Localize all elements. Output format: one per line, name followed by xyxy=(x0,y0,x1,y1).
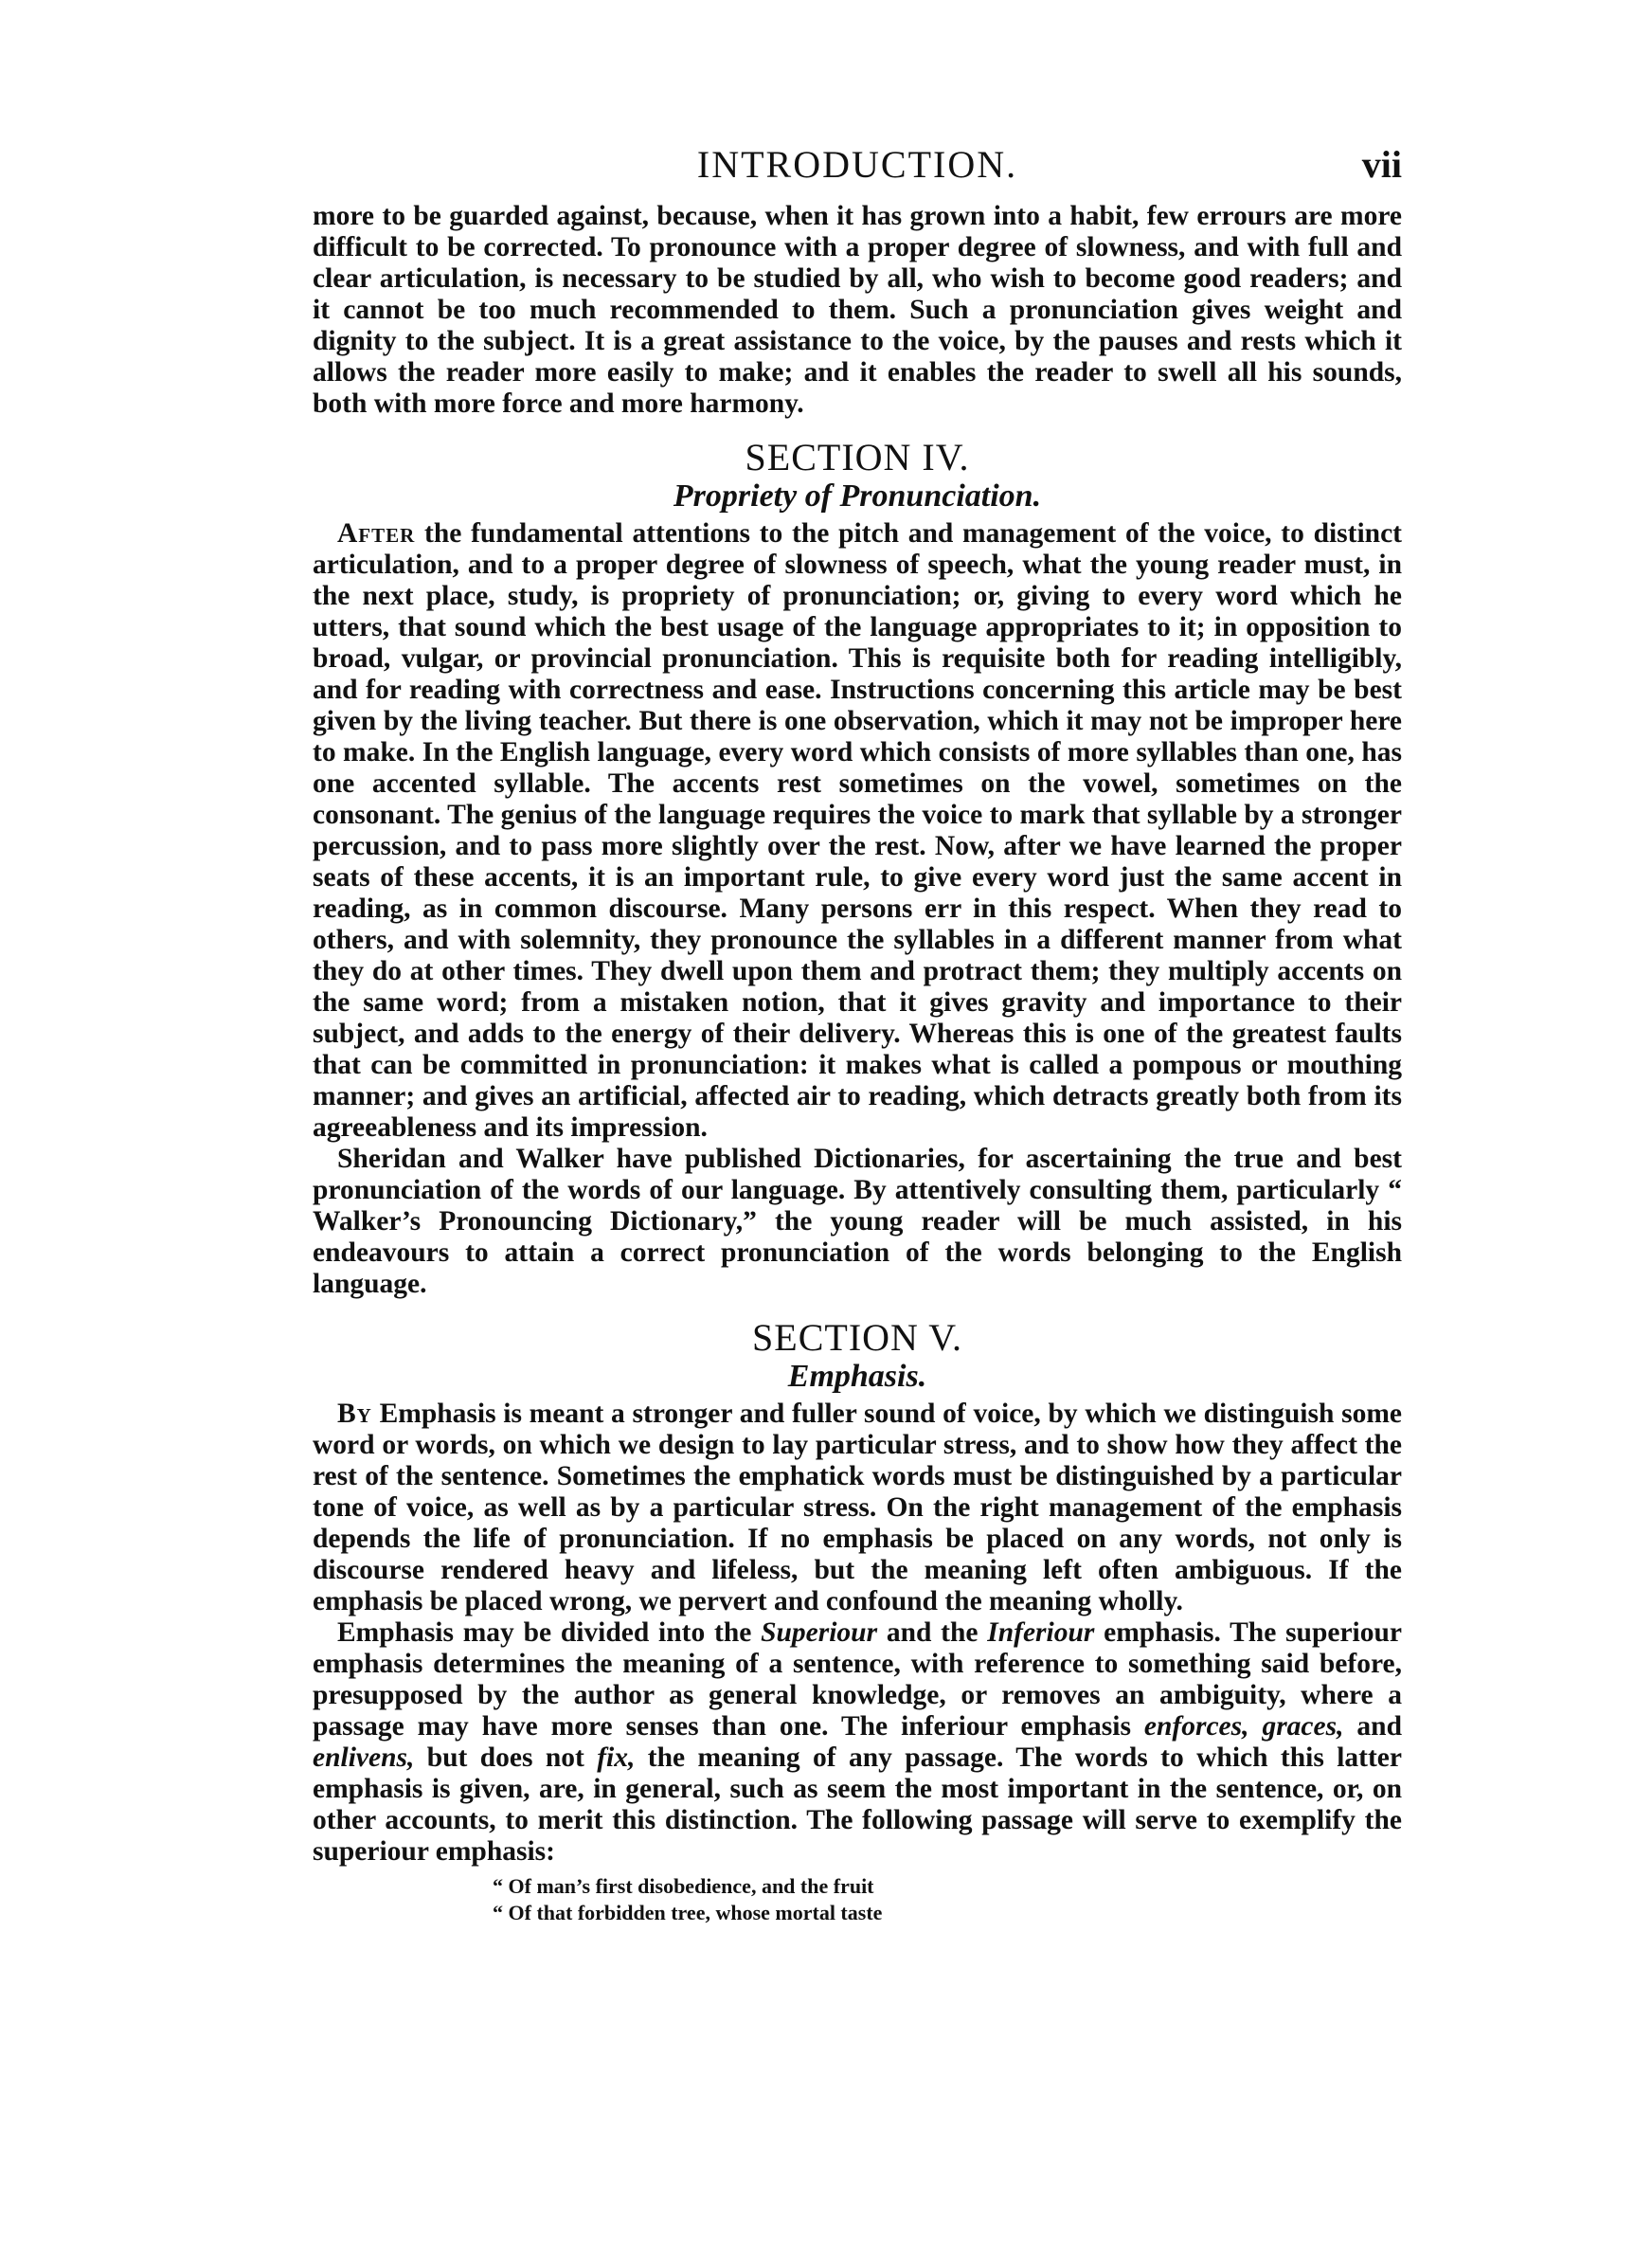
book-page xyxy=(313,142,1402,1926)
text-run: and the xyxy=(877,1617,988,1648)
text-run: the meaning of any passage. The words to which this latter emphasis is given, are, in general, such as seem the most important in the sentence, or, on other accounts, to merit this distinction. The following passage will serve to exemplify the superiour emphasis: xyxy=(313,1742,1402,1867)
paragraph-text: Emphasis is meant a stronger and fuller sound of voice, by which we distinguish some word or words, on which we design to lay particular stress, and to show how they affect the rest of the sentence. Sometimes the emphatick words must be distinguished by a particular tone of voice, as well as by a particular stress. On the right management of the emphasis depends the life of pronunciation. If no emphasis be placed on any words, not only is discourse rendered heavy and lifeless, but the meaning left often ambiguous. If the emphasis be placed wrong, we pervert and confound the meaning wholly. xyxy=(313,1399,1402,1616)
term-enforces-graces: enforces, graces, xyxy=(1143,1711,1344,1742)
section-5-paragraph-1 xyxy=(313,1399,1402,1617)
page-number: vii xyxy=(1361,143,1402,186)
paragraph-text: the fundamental attentions to the pitch and management of the voice, to distinct articulation, and to a proper degree of slowness of speech, what the young reader must, in the next place, study, is propriety of pronunciation; or, giving to every word which he utters, that sound which the best usage of the language appropriates to it; in opposition to broad, vulgar, or provincial pronunciation. This is requisite both for reading intelligibly, and for reading with correctness and ease. Instructions concerning this article may be best given by the living teacher. But there is one observation, which it may not be improper here to make. In the English language, every word which consists of more syllables than one, has one accented syllable. The accents rest sometimes on the vowel, sometimes on the consonant. The genius of the language requires the voice to mark that syllable by a stronger percussion, and to pass more slightly over the rest. Now, after we have learned the proper seats of these accents, it is an important rule, to give every word just the same accent in reading, as in common discourse. Many persons err in this respect. When they read to others, and with solemnity, they pronounce the syllables in a different manner from what they do at other times. They dwell upon them and protract them; they multiply accents on the same word; from a mistaken notion, that it gives gravity and importance to their subject, and adds to the energy of their delivery. Whereas this is one of the greatest faults that can be committed in pronunciation: it makes what is called a pompous or mouthing manner; and gives an artificial, affected air to reading, which detracts greatly both from its agreeableness and its impression. xyxy=(313,518,1402,1143)
section-4-paragraph-2: Sheridan and Walker have published Dictionaries, for ascertaining the true and best pronunciation of the words of our language. By attentively consulting them, particularly “ Walker’s Pronouncing Dictionary,” the young reader will be much assisted, in his endeavours to attain a correct pronunciation of the words belonging to the English language. xyxy=(313,1144,1402,1299)
continuation-paragraph: more to be guarded against, because, when it has grown into a habit, few errours are more difficult to be corrected. To pronounce with a proper degree of slowness, and with full and clear articulation, is necessary to be studied by all, who wish to become good readers; and it cannot be too much recommended to them. Such a pronunciation gives weight and dignity to the subject. It is a great assistance to the voice, by the pauses and rests which it allows the reader more easily to make; and it enables the reader to swell all his sounds, both with more force and more harmony. xyxy=(313,201,1402,419)
term-superiour: Superiour xyxy=(761,1617,878,1648)
section-5-title: SECTION V. xyxy=(752,1316,962,1359)
section-4-subtitle: Propriety of Pronunciation. xyxy=(673,478,1042,514)
text-run: but does not xyxy=(414,1742,598,1773)
drop-lead-word: After xyxy=(337,518,416,549)
quote-line-2: “ Of that forbidden tree, whose mortal taste xyxy=(493,1901,883,1924)
text-run: and xyxy=(1343,1711,1402,1742)
text-run: emphasis. The superiour emphasis determines the meaning of a sentence, with reference to something said before, presupposed by the author as general knowledge, or removes an ambiguity, where a passage may have more senses than one. The inferiour emphasis xyxy=(313,1617,1402,1742)
drop-lead-word: By xyxy=(337,1399,372,1429)
term-enlivens: enlivens, xyxy=(313,1742,415,1773)
term-inferiour: Inferiour xyxy=(987,1617,1095,1648)
verse-quotation xyxy=(313,1873,1402,1926)
section-4-title: SECTION IV. xyxy=(745,436,970,478)
term-fix: fix, xyxy=(597,1742,636,1773)
running-head: INTRODUCTION. xyxy=(696,143,1018,186)
section-5-subtitle: Emphasis. xyxy=(787,1359,927,1394)
quote-line-1: “ Of man’s first disobedience, and the fruit xyxy=(493,1874,874,1898)
section-5-paragraph-2 xyxy=(313,1617,1402,1868)
page-header xyxy=(313,142,1402,188)
section-4-paragraph-1 xyxy=(313,518,1402,1144)
text-run: Emphasis may be divided into the xyxy=(337,1617,762,1648)
